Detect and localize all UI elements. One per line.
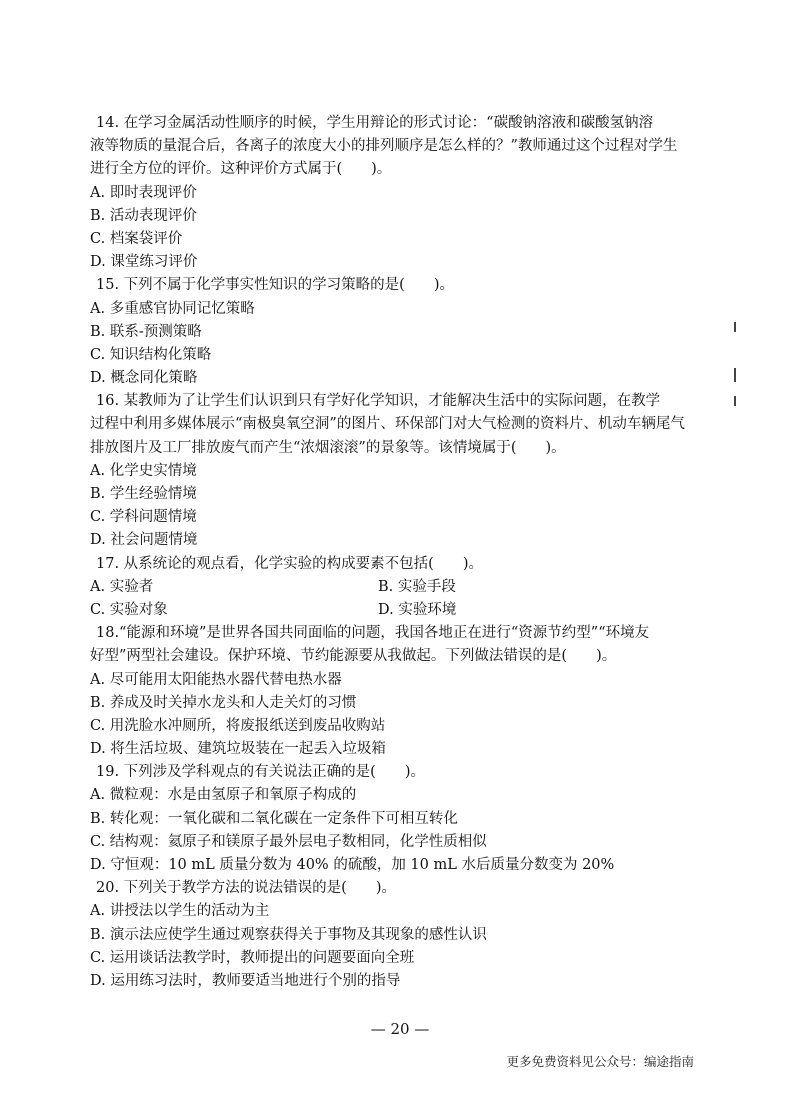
scan-margin-mark [734,396,736,406]
option-a: A. 多重感官协同记忆策略 [90,300,255,317]
footer-note: 更多免费资料见公众号：编途指南 [506,1054,694,1069]
option-b: B. 转化观：一氧化碳和二氧化碳在一定条件下可相互转化 [90,810,458,827]
option-d: D. 守恒观：10 mL 质量分数为 40% 的硫酸，加 10 mL 水后质量分数变为 20% [90,857,615,873]
question-stem-line: 好型”两型社会建设。保护环境、节约能源要从我做起。下列做法错误的是( )。 [90,648,617,665]
question-stem-line: 20. 下列关于教学方法的说法错误的是( )。 [96,880,396,897]
question-stem-line: 过程中利用多媒体展示“南极臭氧空洞”的图片、环保部门对大气检测的资料片、机动车辆尾气 [90,416,685,433]
option-c: C. 知识结构化策略 [90,346,212,363]
option-c: C. 用洗脸水冲厕所，将废报纸送到废品收购站 [90,717,386,734]
question-20 [90,877,710,993]
option-a: A. 微粒观：水是由氢原子和氧原子构成的 [90,787,357,804]
option-d: D. 社会问题情境 [90,532,198,549]
question-stem-line: 进行全方位的评价。这种评价方式属于( )。 [90,161,392,178]
option-a: A. 化学史实情境 [90,462,197,479]
option-d: D. 概念同化策略 [90,370,198,387]
question-stem-line: 17. 从系统论的观点看，化学实验的构成要素不包括( )。 [96,555,483,572]
question-stem-line: 排放图片及工厂排放废气而产生“浓烟滚滚”的景象等。该情境属于( )。 [90,439,566,456]
question-18 [90,622,710,761]
option-c: C. 运用谈话法教学时，教师提出的问题要面向全班 [90,949,415,966]
option-a: A. 讲授法以学生的活动为主 [90,903,270,920]
option-c: C. 实验对象 [90,601,168,618]
question-stem-line: 16. 某教师为了让学生们认识到只有学好化学知识，才能解决生活中的实际问题，在教学 [96,393,661,410]
option-row [90,576,710,599]
option-b: B. 养成及时关掉水龙头和人走关灯的习惯 [90,694,357,711]
option-b: B. 活动表现评价 [90,207,197,224]
option-row [90,599,710,622]
scan-margin-mark [734,322,736,332]
option-d: D. 课堂练习评价 [90,254,198,271]
question-stem-line: 19. 下列涉及学科观点的有关说法正确的是( )。 [96,764,425,781]
question-stem-line: 15. 下列不属于化学事实性知识的学习策略的是( )。 [96,277,454,294]
option-a: A. 即时表现评价 [90,184,197,201]
option-a: A. 实验者 [90,578,154,595]
question-15 [90,274,710,390]
option-b: B. 学生经验情境 [90,486,197,502]
question-list [90,112,710,993]
question-16 [90,390,710,552]
question-stem-line: 18.“能源和环境”是世界各国共同面临的问题，我国各地正在进行“资源节约型”“环境友 [96,625,650,642]
question-14 [90,112,710,274]
question-17 [90,553,710,623]
option-b: B. 演示法应使学生通过观察获得关于事物及其现象的感性认识 [90,926,487,943]
option-b: B. 联系-预测策略 [90,323,202,340]
question-19 [90,761,710,877]
option-b: B. 实验手段 [378,578,456,595]
option-c: C. 学科问题情境 [90,509,197,526]
page-number: — 20 — [370,1020,430,1038]
question-stem-line: 液等物质的量混合后，各离子的浓度大小的排列顺序是怎么样的？”教师通过这个过程对学生 [90,138,678,155]
scan-margin-mark [734,368,736,382]
option-d: D. 运用练习法时，教师要适当地进行个别的指导 [90,972,401,989]
option-d: D. 将生活垃圾、建筑垃圾装在一起丢入垃圾箱 [90,741,386,758]
option-a: A. 尽可能用太阳能热水器代替电热水器 [90,671,342,688]
option-c: C. 档案袋评价 [90,230,183,247]
option-d: D. 实验环境 [378,601,457,618]
option-c: C. 结构观：氦原子和镁原子最外层电子数相同，化学性质相似 [90,833,487,850]
question-stem-line: 14. 在学习金属活动性顺序的时候，学生用辩论的形式讨论：“碳酸钠溶液和碳酸氢钠溶 [96,115,654,131]
